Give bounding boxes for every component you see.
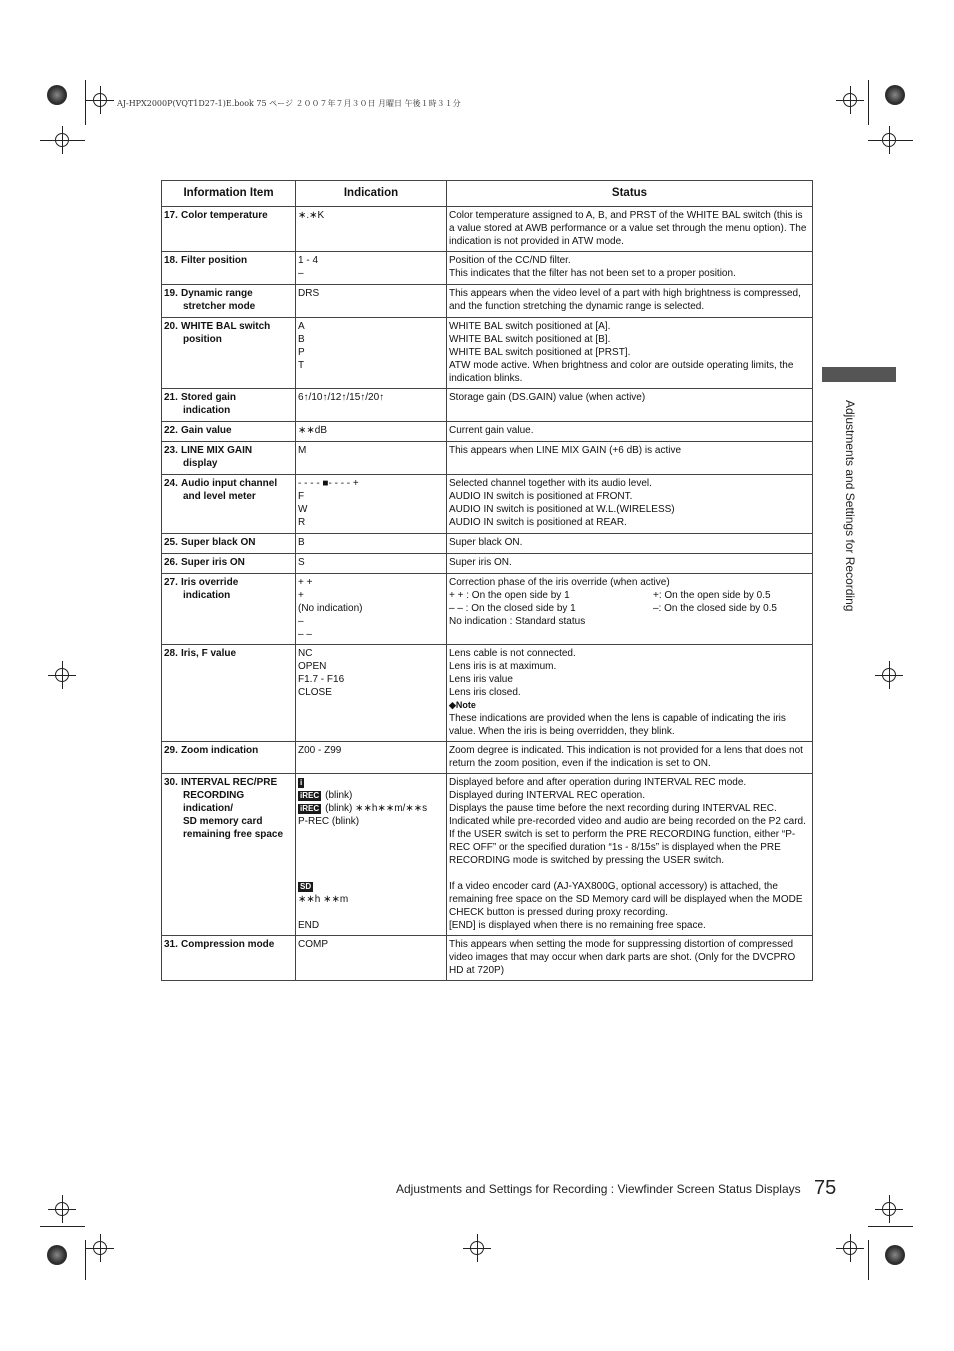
page-number: 75 <box>814 1177 837 1199</box>
indication-cell: B <box>296 534 447 554</box>
item-cell: 17. Color temperature <box>162 207 296 252</box>
indication-cell: i iREC (blink) iREC (blink) ∗∗h∗∗m/∗∗s P-REC (blink) SD ∗∗h ∗∗m END <box>296 774 447 936</box>
indication-cell: - - - - ■- - - - + F W R <box>296 475 447 534</box>
irec-icon: iREC <box>300 804 320 813</box>
status-cell: Super iris ON. <box>447 554 813 574</box>
color-target-icon <box>885 85 905 105</box>
table-row <box>162 318 813 389</box>
table-row <box>162 442 813 475</box>
registration-mark-icon <box>882 1202 896 1216</box>
indication-cell: A B P T <box>296 318 447 389</box>
item-cell: 23. LINE MIX GAIN display <box>162 442 296 475</box>
column-header: Indication <box>296 181 447 207</box>
color-target-icon <box>885 1245 905 1265</box>
color-target-icon <box>47 85 67 105</box>
indication-cell: ∗∗dB <box>296 422 447 442</box>
info-table <box>161 180 813 981</box>
item-cell: 20. WHITE BAL switch position <box>162 318 296 389</box>
table-row <box>162 475 813 534</box>
table-row <box>162 422 813 442</box>
registration-mark-icon <box>55 668 69 682</box>
indication-cell: 6↑/10↑/12↑/15↑/20↑ <box>296 389 447 422</box>
table-row <box>162 936 813 981</box>
item-cell: 30. INTERVAL REC/PRE RECORDING indication/ SD memory card remaining free space <box>162 774 296 936</box>
item-cell: 18. Filter position <box>162 252 296 285</box>
page-footer: Adjustments and Settings for Recording : Viewfinder Screen Status Displays <box>396 1182 801 1196</box>
item-cell: 26. Super iris ON <box>162 554 296 574</box>
table-row <box>162 774 813 936</box>
chapter-side-label: Adjustments and Settings for Recording <box>843 400 857 612</box>
registration-mark-icon <box>843 1241 857 1255</box>
table-row <box>162 389 813 422</box>
status-cell: Current gain value. <box>447 422 813 442</box>
table-row <box>162 285 813 318</box>
table-row <box>162 574 813 645</box>
book-header-line: AJ-HPX2000P(VQT1D27-1)E.book 75 ページ ２００７年７月３０日 月曜日 午後１時３１分 <box>117 99 461 108</box>
status-cell: This appears when the video level of a part with high brightness is compressed, and the function stretching the dynamic range is selected. <box>447 285 813 318</box>
table-header-row <box>162 181 813 207</box>
table-row <box>162 742 813 774</box>
item-cell: 24. Audio input channel and level meter <box>162 475 296 534</box>
status-cell: WHITE BAL switch positioned at [A]. WHITE BAL switch positioned at [B]. WHITE BAL switch positioned at [PRST]. ATW mode active. When brightness and color are outside operating limits, the indication blinks. <box>447 318 813 389</box>
item-cell: 21. Stored gain indication <box>162 389 296 422</box>
status-cell: Zoom degree is indicated. This indication is not provided for a lens that does not return the zoom position, even if the indication is set to ON. <box>447 742 813 774</box>
chapter-tab-bar <box>822 367 896 382</box>
registration-mark-icon <box>93 1241 107 1255</box>
table-row <box>162 645 813 742</box>
item-cell: 22. Gain value <box>162 422 296 442</box>
indication-cell: M <box>296 442 447 475</box>
registration-mark-icon <box>55 133 69 147</box>
indication-cell: NC OPEN F1.7 - F16 CLOSE <box>296 645 447 742</box>
item-cell: 28. Iris, F value <box>162 645 296 742</box>
table-row <box>162 252 813 285</box>
registration-mark-icon <box>55 1202 69 1216</box>
status-cell: Correction phase of the iris override (when active) + + : On the open side by 1 +: On the open side by 0.5 – – : On the closed side by 1 –: On the closed side by 0.5 No indication : Standard status <box>447 574 813 645</box>
column-header: Status <box>447 181 813 207</box>
item-cell: 31. Compression mode <box>162 936 296 981</box>
registration-mark-icon <box>882 668 896 682</box>
status-cell: Selected channel together with its audio level. AUDIO IN switch is positioned at FRONT. AUDIO IN switch is positioned at W.L.(WIRELESS) AUDIO IN switch is positioned at REAR. <box>447 475 813 534</box>
registration-mark-icon <box>843 93 857 107</box>
status-cell: Position of the CC/ND filter. This indicates that the filter has not been set to a proper position. <box>447 252 813 285</box>
indication-cell: + + + (No indication) – – – <box>296 574 447 645</box>
color-target-icon <box>47 1245 67 1265</box>
table-row <box>162 554 813 574</box>
registration-mark-icon <box>882 133 896 147</box>
item-cell: 27. Iris override indication <box>162 574 296 645</box>
status-cell: This appears when LINE MIX GAIN (+6 dB) is active <box>447 442 813 475</box>
note-label: ◆Note <box>449 700 476 710</box>
indication-cell: S <box>296 554 447 574</box>
interval-icon: i <box>300 778 303 787</box>
indication-cell: 1 - 4 – <box>296 252 447 285</box>
registration-mark-icon <box>470 1241 484 1255</box>
status-cell: Color temperature assigned to A, B, and PRST of the WHITE BAL switch (this is a value stored at AWB performance or a value set through the menu option). The indication is not provided in ATW mode. <box>447 207 813 252</box>
registration-mark-icon <box>93 93 107 107</box>
item-cell: 29. Zoom indication <box>162 742 296 774</box>
status-cell: Storage gain (DS.GAIN) value (when active) <box>447 389 813 422</box>
indication-cell: Z00 - Z99 <box>296 742 447 774</box>
irec-icon: iREC <box>300 791 320 800</box>
item-cell: 19. Dynamic range stretcher mode <box>162 285 296 318</box>
indication-cell: COMP <box>296 936 447 981</box>
item-cell: 25. Super black ON <box>162 534 296 554</box>
status-cell: This appears when setting the mode for suppressing distortion of compressed video images that may occur when dark parts are shot. (Only for the DVCPRO HD at 720P) <box>447 936 813 981</box>
indication-cell: DRS <box>296 285 447 318</box>
status-cell: Displayed before and after operation during INTERVAL REC mode. Displayed during INTERVAL REC operation. Displays the pause time before the next recording during INTERVAL REC. Indicated while pre-recorded video and audio are being recorded on the P2 card. If the USER switch is set to perform the PRE RECORDING function, either “P-REC OFF” or the specified duration “1s - 8/15s” is displayed when the PRE RECORDING mode is switched by pressing the USER switch. If a video encoder card (AJ-YAX800G, optional accessory) is attached, the remaining free space on the SD Memory card will be displayed when the MODE CHECK button is pressed during proxy recording. [END] is displayed when there is no remaining free space. <box>447 774 813 936</box>
column-header: Information Item <box>162 181 296 207</box>
indication-cell: ∗.∗K <box>296 207 447 252</box>
status-cell: Lens cable is not connected. Lens iris is at maximum. Lens iris value Lens iris closed. ◆Note These indications are provided when the lens is capable of indicating the iris value. When the iris is being overridden, they blink. <box>447 645 813 742</box>
status-cell: Super black ON. <box>447 534 813 554</box>
table-row <box>162 534 813 554</box>
table-row <box>162 207 813 252</box>
sd-card-icon: SD <box>300 882 312 891</box>
